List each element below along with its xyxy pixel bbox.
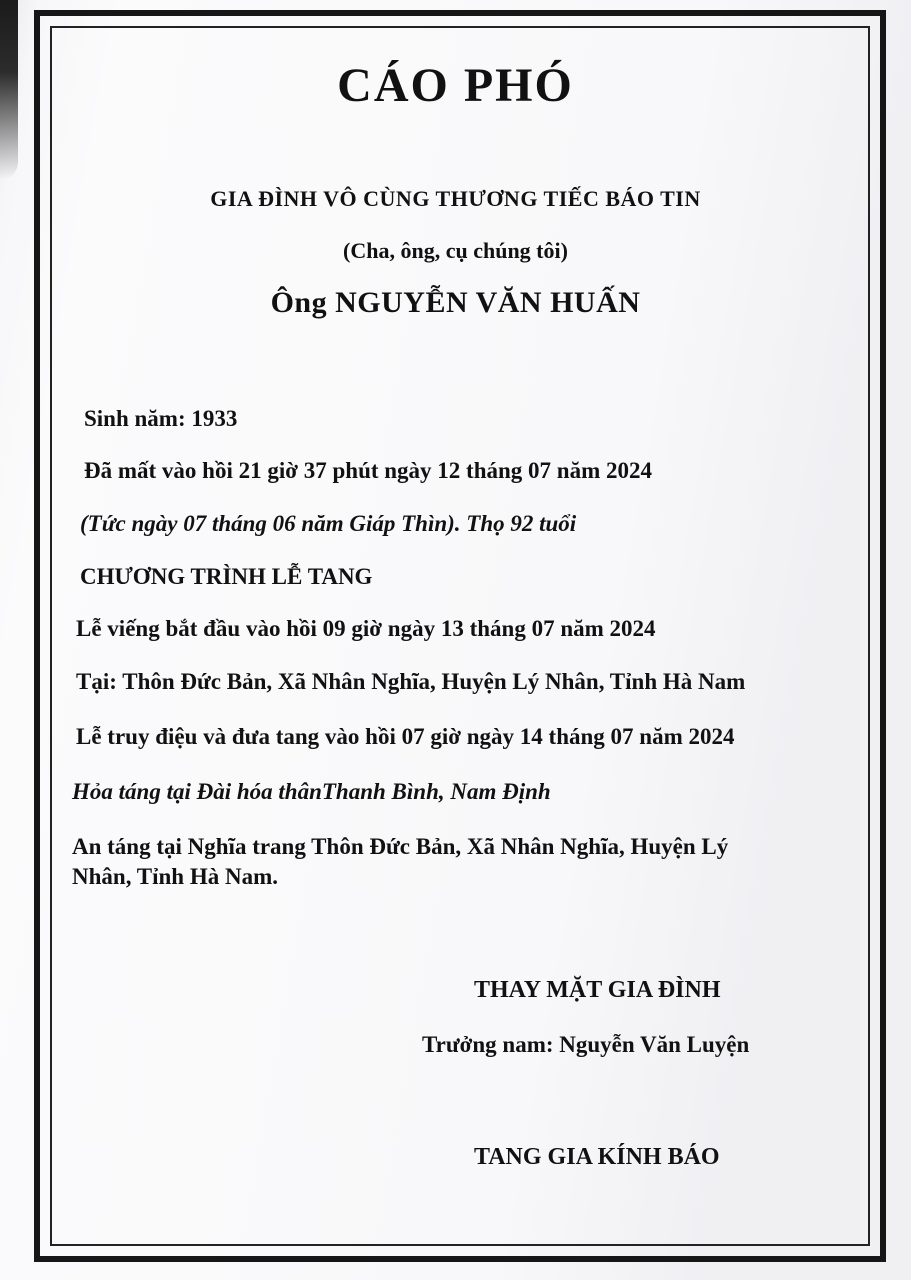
death-time: Đã mất vào hồi 21 giờ 37 phút ngày 12 tháng 07 năm 2024	[84, 458, 653, 483]
family-representative: THAY MẶT GIA ĐÌNH	[474, 977, 721, 1003]
birth-year: Sinh năm: 1933	[84, 406, 238, 431]
cremation-place: Hỏa táng tại Đài hóa thânThanh Bình, Nam Định	[72, 779, 551, 804]
memorial-time: Lễ truy điệu và đưa tang vào hồi 07 giờ ngày 14 tháng 07 năm 2024	[76, 724, 735, 749]
deceased-name: Ông NGUYỄN VĂN HUẤN	[270, 286, 641, 319]
burial-place-line1: An táng tại Nghĩa trang Thôn Đức Bản, Xã Nhân Nghĩa, Huyện Lý	[72, 834, 729, 859]
viewing-time: Lễ viếng bắt đầu vào hồi 09 giờ ngày 13 tháng 07 năm 2024	[76, 616, 656, 641]
program-heading: CHƯƠNG TRÌNH LỄ TANG	[80, 564, 373, 589]
lunar-date-age: (Tức ngày 07 tháng 06 năm Giáp Thìn). Thọ 92 tuổi	[80, 511, 577, 536]
notice-title: CÁO PHÓ	[337, 59, 574, 112]
relation-line: (Cha, ông, cụ chúng tôi)	[343, 238, 568, 263]
viewing-place: Tại: Thôn Đức Bản, Xã Nhân Nghĩa, Huyện Lý Nhân, Tỉnh Hà Nam	[76, 669, 746, 694]
closing-line: TANG GIA KÍNH BÁO	[474, 1144, 720, 1170]
announcement-line: GIA ĐÌNH VÔ CÙNG THƯƠNG TIẾC BÁO TIN	[210, 186, 701, 211]
burial-place-line2: Nhân, Tỉnh Hà Nam.	[72, 864, 279, 889]
eldest-son: Trưởng nam: Nguyễn Văn Luyện	[422, 1032, 750, 1057]
